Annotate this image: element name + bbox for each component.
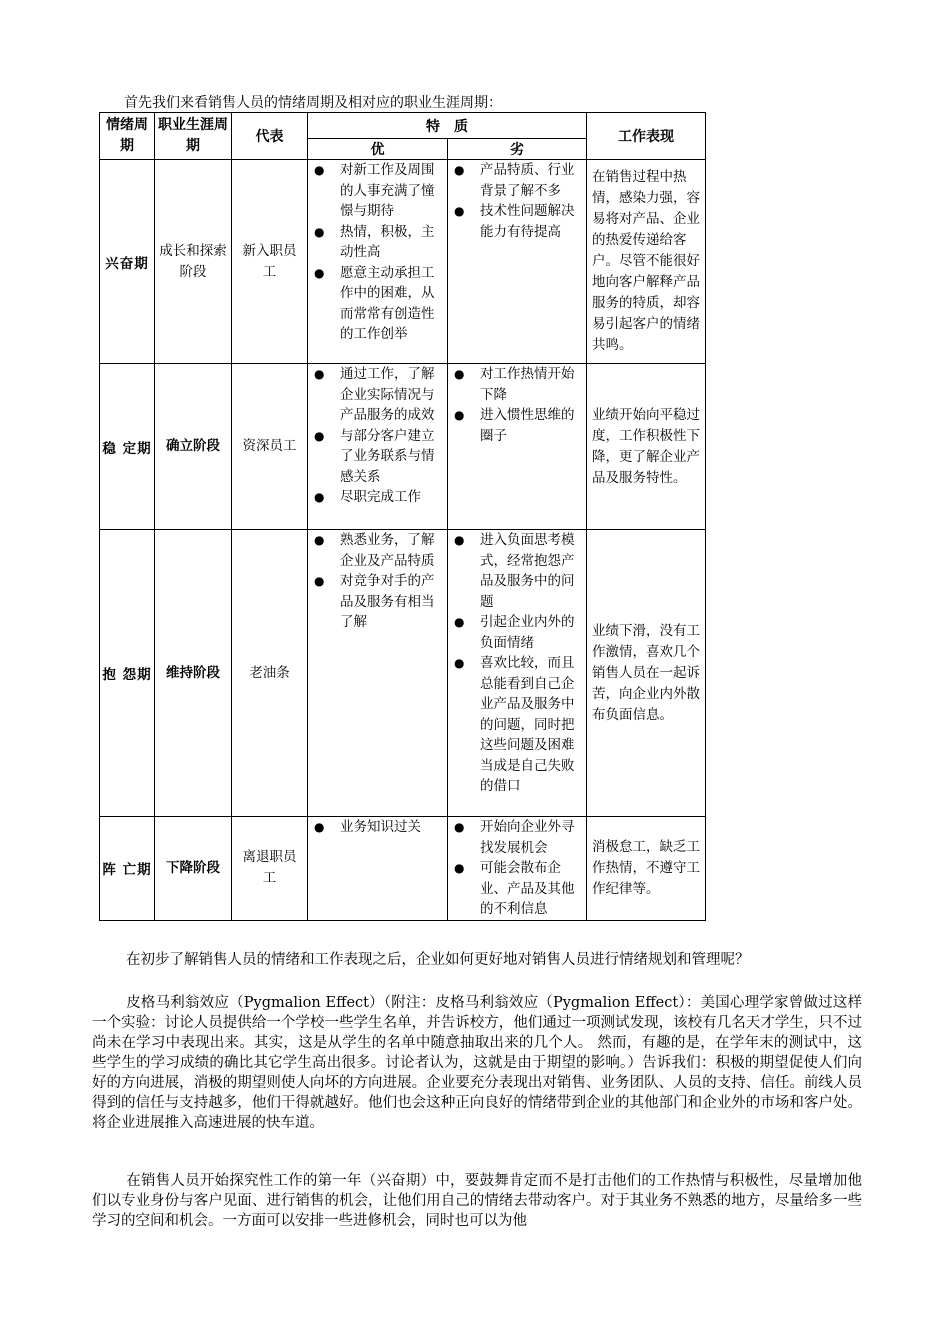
representative-cell: 新入职员工 — [232, 160, 308, 364]
pros-cell — [308, 160, 448, 364]
list-item: ● 对工作热情开始下降 — [454, 364, 582, 405]
list-item: ● 尽职完成工作 — [314, 487, 443, 508]
representative-cell: 离退职员工 — [232, 817, 308, 921]
header-pros: 优 — [308, 139, 448, 160]
pros-cell — [308, 530, 448, 817]
cycle-cell: 稳 定期 — [100, 364, 155, 530]
table-row — [100, 817, 706, 921]
paragraph-3-text: 在销售人员开始探究性工作的第一年（兴奋期）中，要鼓舞肯定而不是打击他们的工作热情与积极性，尽量增加他们以专业身份与客户见面、进行销售的机会，让他们用自己的情绪去带动客户。对于其业务不熟悉的地方，尽量给多一些学习的空间和机会。一方面可以安排一些进修机会，同时也可以为他 — [92, 1173, 862, 1229]
representative-cell: 老油条 — [232, 530, 308, 817]
career-cell: 下降阶段 — [155, 817, 232, 921]
cycle-cell: 兴奋期 — [100, 160, 155, 364]
list-item: ● 可能会散布企业、产品及其他的不利信息 — [454, 858, 582, 920]
performance-cell: 消极怠工，缺乏工作热情，不遵守工作纪律等。 — [587, 817, 706, 921]
list-item: ● 通过工作，了解企业实际情况与产品服务的成效 — [314, 364, 443, 426]
list-item: ● 喜欢比较，而且总能看到自己企业产品及服务中的问题，同时把这些问题及困难当成是自己失败的借口 — [454, 653, 582, 797]
paragraph-1-text: 在初步了解销售人员的情绪和工作表现之后，企业如何更好地对销售人员进行情绪规划和管理呢？ — [126, 952, 750, 968]
list-item: ● 业务知识过关 — [314, 817, 443, 838]
paragraph-2 — [92, 993, 862, 1133]
list-item: ● 产品特质、行业背景了解不多 — [454, 160, 582, 201]
list-item: ● 热情，积极，主动性高 — [314, 222, 443, 263]
list-item: ● 开始向企业外寻找发展机会 — [454, 817, 582, 858]
header-performance: 工作表现 — [587, 113, 706, 160]
cons-cell — [448, 817, 587, 921]
career-cell: 维持阶段 — [155, 530, 232, 817]
cons-cell — [448, 530, 587, 817]
paragraph-1 — [92, 950, 862, 970]
header-representative: 代表 — [232, 113, 308, 160]
list-item: ● 愿意主动承担工作中的困难，从而常常有创造性的工作创举 — [314, 263, 443, 345]
table-row — [100, 160, 706, 364]
paragraph-3 — [92, 1171, 862, 1231]
list-item: ● 熟悉业务，了解企业及产品特质 — [314, 530, 443, 571]
list-item: ● 对新工作及周围的人事充满了憧憬与期待 — [314, 160, 443, 222]
header-cycle: 情绪周期 — [100, 113, 155, 160]
cycle-cell: 阵 亡期 — [100, 817, 155, 921]
career-cell: 确立阶段 — [155, 364, 232, 530]
list-item: ● 引起企业内外的负面情绪 — [454, 612, 582, 653]
list-item: ● 进入负面思考模式，经常抱怨产品及服务中的问题 — [454, 530, 582, 612]
performance-cell: 业绩下滑，没有工作激情，喜欢几个销售人员在一起诉苦，向企业内外散布负面信息。 — [587, 530, 706, 817]
career-cell: 成长和探索阶段 — [155, 160, 232, 364]
performance-cell: 业绩开始向平稳过度，工作积极性下降，更了解企业产品及服务特性。 — [587, 364, 706, 530]
cons-cell — [448, 160, 587, 364]
list-item: ● 技术性问题解决能力有待提高 — [454, 201, 582, 242]
cons-cell — [448, 364, 587, 530]
table-row — [100, 364, 706, 530]
list-item: ● 进入惯性思维的圈子 — [454, 405, 582, 446]
performance-cell: 在销售过程中热情，感染力强，容易将对产品、企业的热爱传递给客户。尽管不能很好地向客户解释产品服务的特质，却容易引起客户的情绪共鸣。 — [587, 160, 706, 364]
table-row — [100, 530, 706, 817]
list-item: ● 对竞争对手的产品及服务有相当了解 — [314, 571, 443, 633]
header-traits: 特 质 — [308, 113, 587, 139]
representative-cell: 资深员工 — [232, 364, 308, 530]
intro-text: 首先我们来看销售人员的情绪周期及相对应的职业生涯周期： — [124, 95, 502, 111]
header-career: 职业生涯周期 — [155, 113, 232, 160]
paragraph-2-text: 皮格马利翁效应（Pygmalion Effect）（附注：皮格马利翁效应（Pygmalion Effect）：美国心理学家曾做过这样一个实验：讨论人员提供给一个学校一些学生名单，并告诉校方，他们通过一项测试发现，该校有几名天才学生，只不过尚未在学习中表现出来。其实，这是从学生的名单中随意抽取出来的几个人。 然而，有趣的是，在学年末的测试中，这些学生的学习成绩的确比其它学生高出很多。讨论者认为，这就是由于期望的影响。）告诉我们：积极的期望促使人们向好的方向进展，消极的期望则使人向坏的方向进展。企业要充分表现出对销售、业务团队、人员的支持、信任。前线人员得到的信任与支持越多，他们干得就越好。他们也会这种正向良好的情绪带到企业的其他部门和企业外的市场和客户处。将企业进展推入高速进展的快车道。 — [92, 995, 862, 1131]
cycle-cell: 抱 怨期 — [100, 530, 155, 817]
emotion-career-table — [99, 112, 706, 921]
header-cons: 劣 — [448, 139, 587, 160]
list-item: ● 与部分客户建立了业务联系与情感关系 — [314, 426, 443, 488]
pros-cell — [308, 364, 448, 530]
pros-cell — [308, 817, 448, 921]
